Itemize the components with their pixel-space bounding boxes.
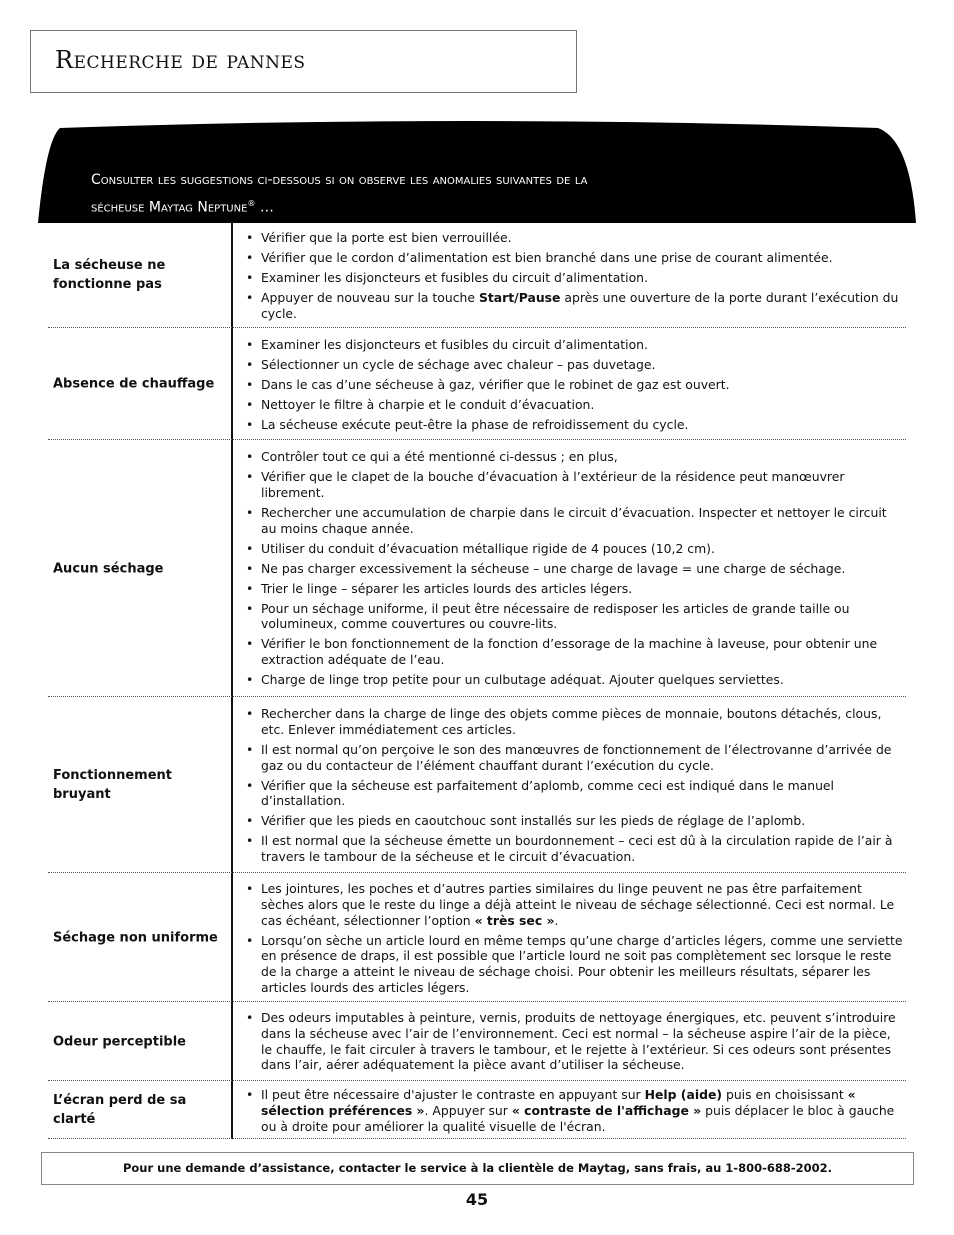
list-item: • Des odeurs imputables à peinture, vernis, produits de nettoyage énergiques, etc. peuvent s’introduire dans la sécheuse avec l’air de l’environnement. Ceci est normal – la sécheuse aspire l’air de la pièce, le chauffe, le fait circuler à travers le tambour, et le rejette à l’extérieur. Si ces odeurs sont présentes dans l’air, aérer adéquatement la pièce avant d’utiliser la sécheuse. <box>245 1010 905 1073</box>
list-item: • Vérifier que le clapet de la bouche d’évacuation à l’extérieur de la résidence peut manœuvrer librement. <box>245 469 905 501</box>
table-row <box>48 328 906 440</box>
suggestion-list <box>245 337 905 437</box>
footer-text: Pour une demande d’assistance, contacter le service à la clientèle de Maytag, sans frais, au 1-800-688-2002. <box>122 1161 833 1175</box>
text-run: Il peut être nécessaire d'ajuster le contraste en appuyant sur <box>261 1087 645 1102</box>
list-item: • La sécheuse exécute peut-être la phase de refroidissement du cycle. <box>245 417 905 433</box>
table-row <box>48 222 906 328</box>
list-item: • Vérifier que les pieds en caoutchouc sont installés sur les pieds de réglage de l’aplomb. <box>245 813 905 829</box>
text-run: après une ouverture de la porte durant l’exécution du cycle. <box>261 289 899 321</box>
list-item: • Examiner les disjoncteurs et fusibles du circuit d’alimentation. <box>245 337 905 353</box>
problem-label: Fonctionnement bruyant <box>53 768 173 802</box>
table-row <box>48 440 906 697</box>
option-name: « très sec » <box>474 912 555 928</box>
list-item: • Vérifier que la sécheuse est parfaitement d’aplomb, comme ceci est indiqué dans le manuel d’installation. <box>245 778 905 810</box>
key-name: Help (aide) <box>644 1087 723 1102</box>
list-item: • Lorsqu’on sèche un article lourd en même temps qu’une charge d’articles légers, comme une serviette en présence de draps, il est possible que l’article lourd ne soit pas complètement sec lorsque le reste de la charge a atteint le niveau de séchage choisi. Pour obtenir les meilleurs résultats, séparer les articles lourds des articles légers. <box>245 933 905 996</box>
list-item: • Contrôler tout ce qui a été mentionné ci-dessus ; en plus, <box>245 449 905 465</box>
intro-line-2-suffix: … <box>255 199 274 216</box>
list-item: • Sélectionner un cycle de séchage avec chaleur – pas duvetage. <box>245 357 905 373</box>
problem-label: Séchage non uniforme <box>53 930 218 945</box>
text-run: . Appuyer sur <box>424 1102 512 1118</box>
text-run: Les jointures, les poches et d’autres parties similaires du linge peuvent ne pas être parfaitement sèches alors que le reste du linge a déjà atteint le niveau de séchage sélectionné. Ceci est normal. Le cas échéant, sélectionner l’option <box>261 881 895 928</box>
problem-label: Absence de chauffage <box>53 376 215 392</box>
assistance-footer <box>41 1152 914 1185</box>
text-run: Appuyer de nouveau sur la touche <box>261 289 479 305</box>
list-item <box>245 881 905 928</box>
list-item: • Vérifier que le cordon d’alimentation est bien branché dans une prise de courant alimentée. <box>245 250 905 266</box>
list-item <box>245 290 905 322</box>
intro-line-2 <box>91 192 851 220</box>
key-name: Start/Pause <box>478 289 561 305</box>
page-title: Recherche de pannes <box>55 46 306 74</box>
text-run: puis déplacer le bloc à gauche ou à droite pour améliorer la qualité visuelle de l'écran. <box>261 1102 895 1134</box>
title-box <box>30 30 577 93</box>
intro-text <box>91 169 851 220</box>
table-row <box>48 1081 906 1139</box>
intro-line-1: Consulter les suggestions ci-dessous si on observe les anomalies suivantes de la <box>91 172 588 188</box>
list-item: • Nettoyer le filtre à charpie et le conduit d’évacuation. <box>245 397 905 413</box>
problem-label: Odeur perceptible <box>53 1034 186 1049</box>
list-item: • Vérifier le bon fonctionnement de la fonction d’essorage de la machine à laveuse, pour obtenir une extraction adéquate de l’eau. <box>245 636 905 668</box>
row-divider <box>48 1138 906 1139</box>
list-item <box>245 1087 905 1134</box>
list-item: • Pour un séchage uniforme, il peut être nécessaire de redisposer les articles de grande taille ou volumineux, comme couvertures ou couvre-lits. <box>245 601 905 633</box>
intro-banner <box>38 120 918 223</box>
suggestion-list <box>245 230 905 326</box>
list-item: • Trier le linge – séparer les articles lourds des articles légers. <box>245 581 905 597</box>
list-item: • Dans le cas d’une sécheuse à gaz, vérifier que le robinet de gaz est ouvert. <box>245 377 905 393</box>
table-row <box>48 873 906 1002</box>
list-item: • Il est normal que la sécheuse émette un bourdonnement – ceci est dû à la circulation rapide de l’air à travers le tambour de la sécheuse et le circuit d’évacuation. <box>245 833 905 865</box>
suggestion-list <box>245 1010 905 1077</box>
problem-label: L’écran perd de sa clarté <box>53 1093 187 1127</box>
suggestion-list <box>245 706 905 869</box>
table-row <box>48 1002 906 1081</box>
text-run: puis en choisissant <box>722 1087 848 1102</box>
problem-label: Aucun séchage <box>53 561 164 576</box>
suggestion-list <box>245 1087 905 1139</box>
list-item: • Il est normal qu’on perçoive le son des manœuvres de fonctionnement de l’électrovanne d’arrivée de gaz ou du contacteur de l’élément chauffant durant l’exécution du cycle. <box>245 742 905 774</box>
problem-label: La sécheuse ne fonctionne pas <box>53 258 166 292</box>
list-item: • Rechercher une accumulation de charpie dans le circuit d’évacuation. Inspecter et nettoyer le circuit au moins chaque année. <box>245 505 905 537</box>
list-item: • Examiner les disjoncteurs et fusibles du circuit d’alimentation. <box>245 270 905 286</box>
option-name: « sélection préférences » <box>261 1087 856 1118</box>
option-name: « contraste de l'affichage » <box>511 1102 702 1118</box>
text-run: . <box>554 912 559 928</box>
list-item: • Rechercher dans la charge de linge des objets comme pièces de monnaie, boutons détachés, clous, etc. Enlever immédiatement ces articles. <box>245 706 905 738</box>
registered-mark: ® <box>247 199 256 208</box>
list-item: • Utiliser du conduit d’évacuation métallique rigide de 4 pouces (10,2 cm). <box>245 541 905 557</box>
suggestion-list <box>245 449 905 692</box>
list-item: • Vérifier que la porte est bien verrouillée. <box>245 230 905 246</box>
intro-line-2-prefix: sécheuse Maytag Neptune <box>91 199 248 216</box>
page-number: 45 <box>465 1190 489 1209</box>
list-item: • Charge de linge trop petite pour un culbutage adéquat. Ajouter quelques serviettes. <box>245 672 905 688</box>
suggestion-list <box>245 881 905 1000</box>
list-item: • Ne pas charger excessivement la sécheuse – une charge de lavage = une charge de séchage. <box>245 561 905 577</box>
table-row <box>48 697 906 873</box>
